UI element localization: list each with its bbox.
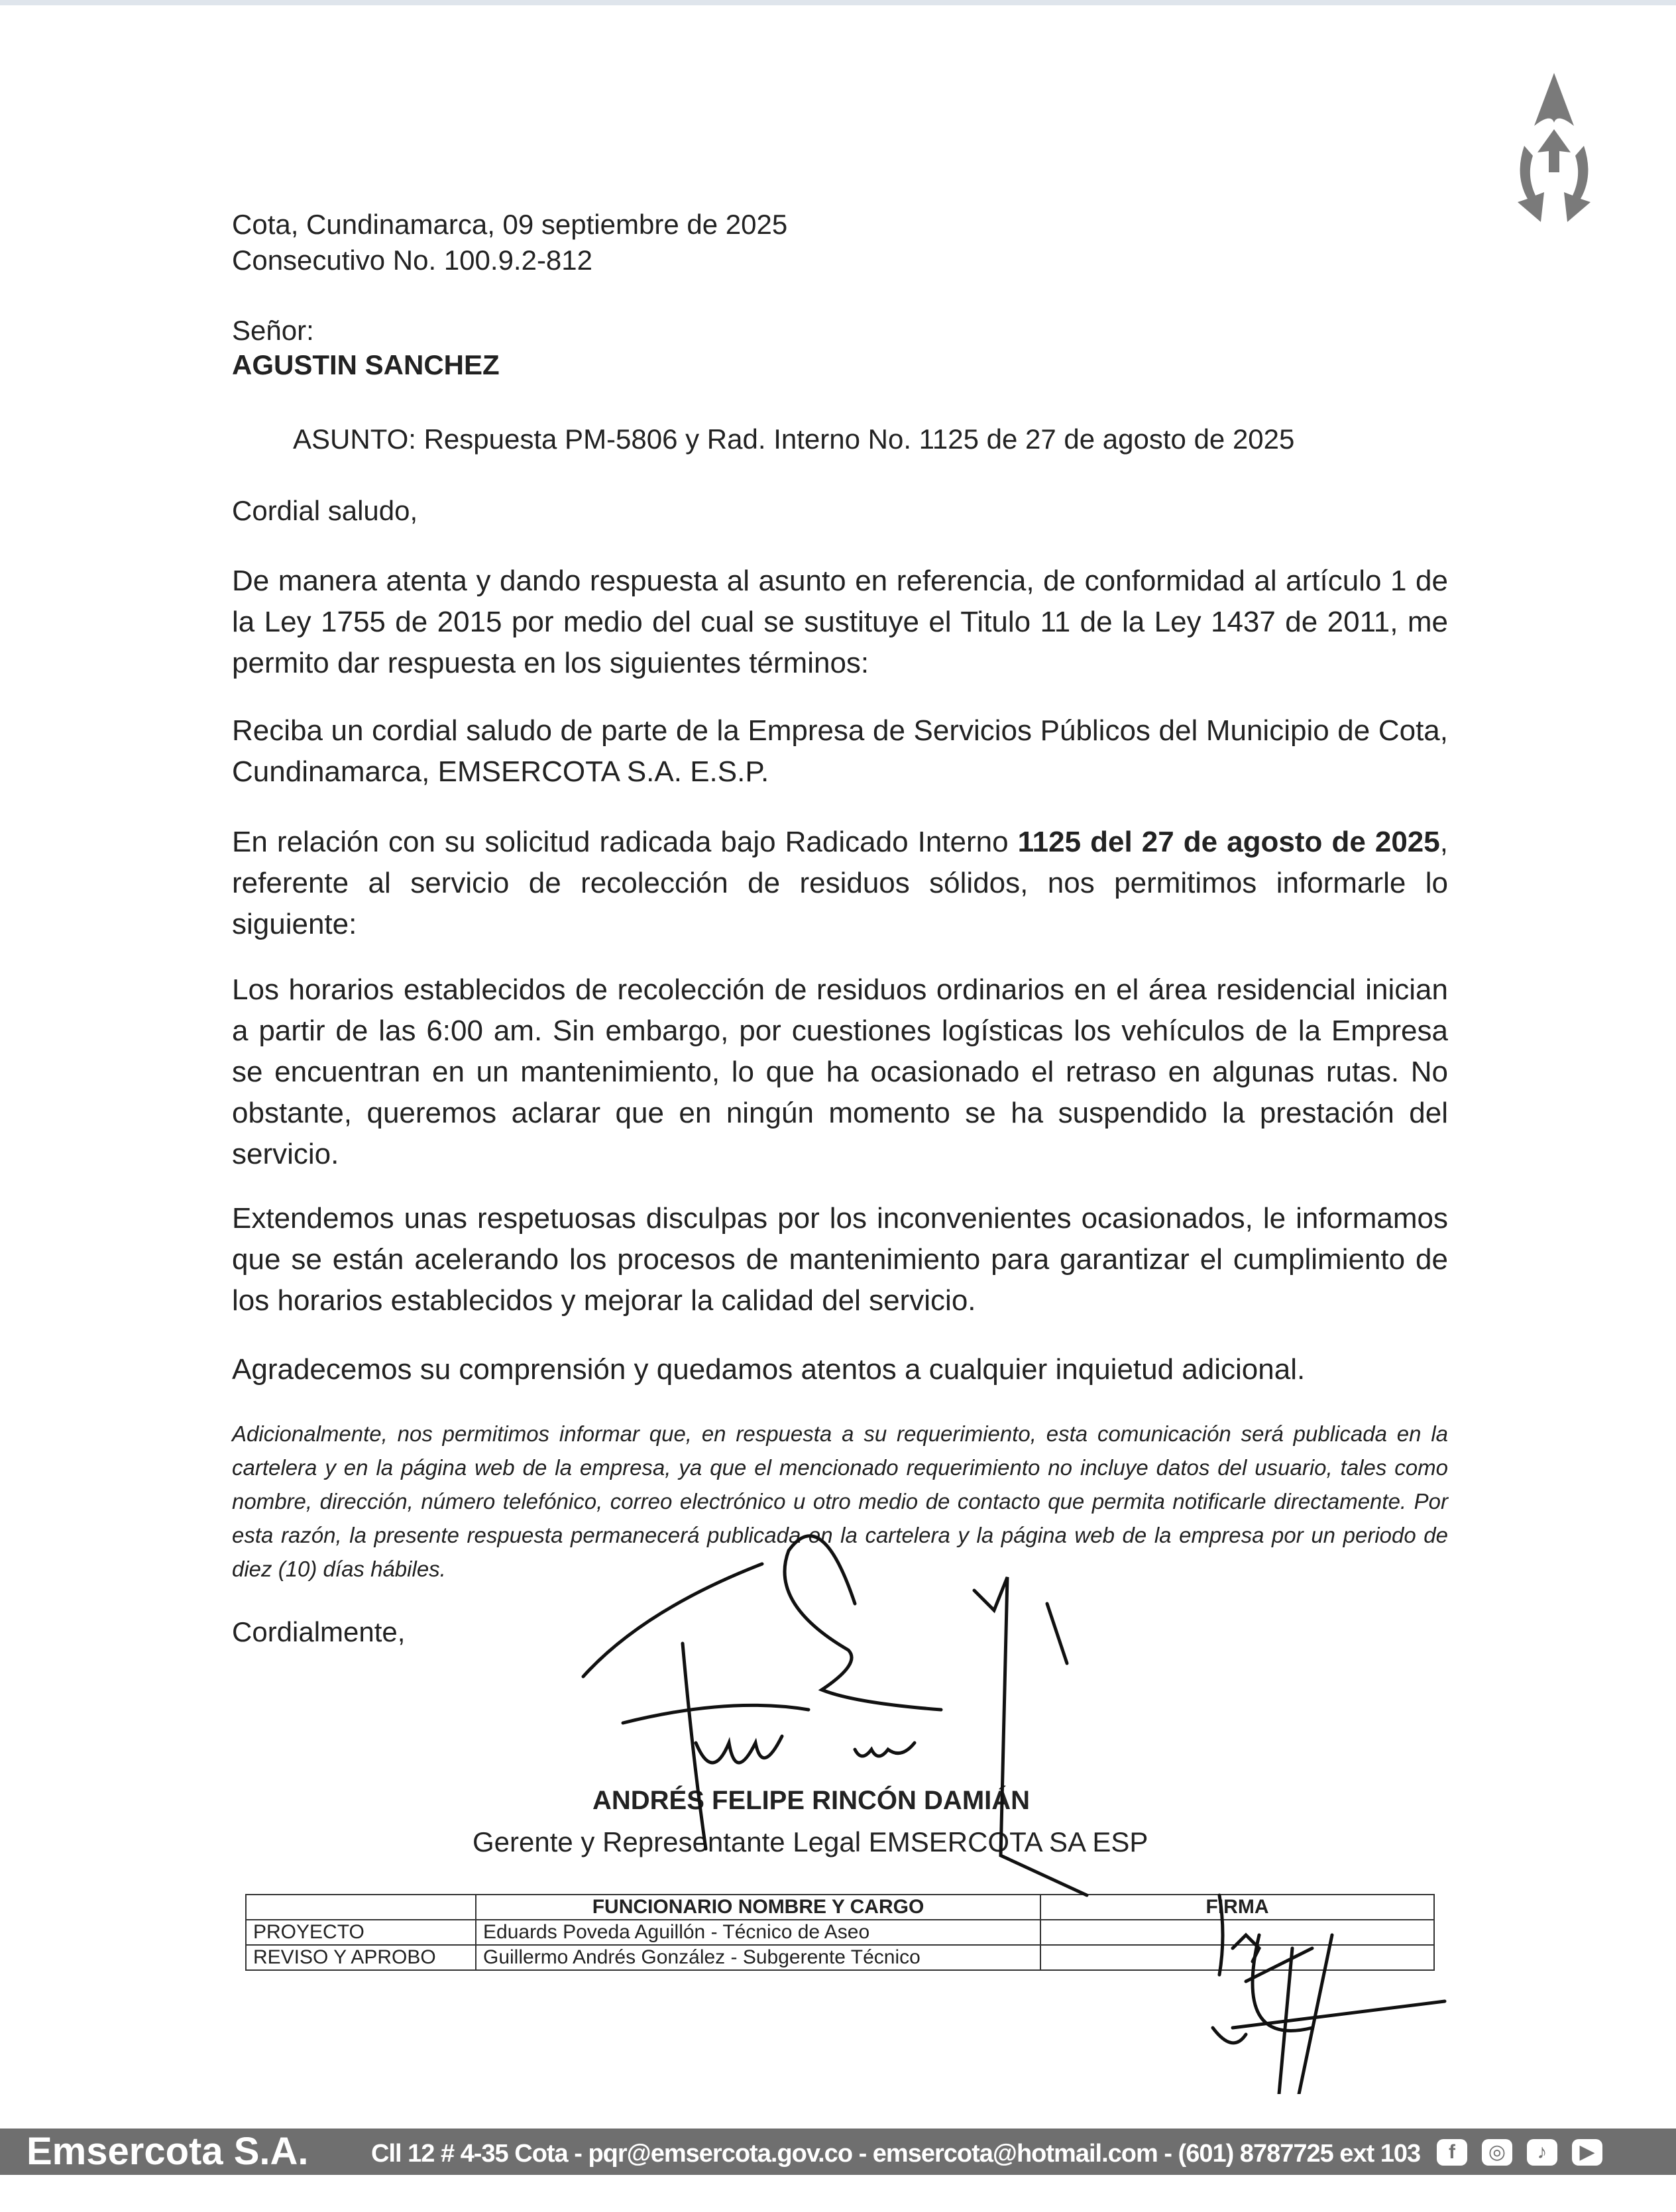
paragraph-request-reference xyxy=(232,822,1448,945)
top-border xyxy=(0,0,1676,5)
greeting: Cordial saludo, xyxy=(232,495,418,526)
table-cell-person: Eduards Poveda Aguillón - Técnico de Aseo xyxy=(476,1920,1040,1945)
facebook-icon[interactable]: f xyxy=(1437,2139,1467,2166)
place-date: Cota, Cundinamarca, 09 septiembre de 2025 xyxy=(232,209,788,240)
radicado-reference: 1125 del 27 de agosto de 2025 xyxy=(1017,826,1440,858)
paragraph-apology: Extendemos unas respetuosas disculpas por los inconvenientes ocasionados, le informamos que se están acelerando los procesos de mantenimiento para garantizar el cumplimiento de los horarios establecidos y mejorar la calidad del servicio. xyxy=(232,1202,1448,1317)
paragraph-schedules: Los horarios establecidos de recolección de residuos ordinarios en el área residencial inician a partir de las 6:00 am. Sin embargo, por cuestiones logísticas los vehículos de la Empresa se encuentran en un mantenimiento, lo que ha ocasionado el retraso en algunas rutas. No obstante, queremos aclarar que en ningún momento se ha suspendido la prestación del servicio. xyxy=(232,973,1448,1170)
table-header-cell: FIRMA xyxy=(1040,1895,1434,1920)
footer-bar xyxy=(0,2129,1676,2175)
youtube-icon[interactable]: ▶ xyxy=(1572,2139,1602,2166)
paragraph-legal-basis: De manera atenta y dando respuesta al asunto en referencia, de conformidad al artículo 1 de la Ley 1755 de 2015 por medio del cual se sustituye el Titulo 11 de la Ley 1437 de 2011, me permito dar respuesta en los siguientes términos: xyxy=(232,565,1448,679)
paragraph-thanks: Agradecemos su comprensión y quedamos atentos a cualquier inquietud adicional. xyxy=(232,1353,1306,1386)
publication-note: Adicionalmente, nos permitimos informar que, en respuesta a su requerimiento, esta comunicación será publicada en la cartelera y en la página web de la empresa, ya que el mencionado requerimiento no incluye datos del usuario, tales como nombre, dirección, número telefónico, correo electrónico u otro medio de contacto que permita notificarle directamente. Por esta razón, la presente respuesta permanecerá publicada en la cartelera y la página web de la empresa por un periodo de diez (10) días hábiles. xyxy=(232,1421,1448,1581)
table-header-cell: FUNCIONARIO NOMBRE Y CARGO xyxy=(476,1895,1040,1920)
table-cell-role: REVISO Y APROBO xyxy=(246,1945,476,1970)
closing: Cordialmente, xyxy=(232,1616,406,1647)
instagram-icon[interactable]: ◎ xyxy=(1482,2139,1512,2166)
paragraph-text: , referente al servicio de recolección de residuos sólidos, nos permitimos informarle lo siguiente: xyxy=(232,826,1448,940)
recipient-name: AGUSTIN SANCHEZ xyxy=(232,349,500,380)
paragraph-text: En relación con su solicitud radicada bajo Radicado Interno xyxy=(232,826,1018,858)
table-cell-role: PROYECTO xyxy=(246,1920,476,1945)
recipient-salutation: Señor: xyxy=(232,315,314,346)
paragraph-greeting-company: Reciba un cordial saludo de parte de la Empresa de Servicios Públicos del Municipio de Cota, Cundinamarca, EMSERCOTA S.A. E.S.P. xyxy=(232,714,1448,788)
signer-title: Gerente y Representante Legal EMSERCOTA SA ESP xyxy=(473,1826,1148,1857)
footer-contact-info: Cll 12 # 4-35 Cota - pqr@emsercota.gov.co - emsercota@hotmail.com - (601) 8787725 ext 103 xyxy=(371,2140,1421,2168)
handwritten-signature xyxy=(570,1524,1471,2094)
emsercota-logo-icon xyxy=(1488,66,1620,265)
consecutive-number: Consecutivo No. 100.9.2-812 xyxy=(232,245,593,276)
footer-brand: Emsercota S.A. xyxy=(27,2130,309,2173)
subject-line: ASUNTO: Respuesta PM-5806 y Rad. Interno No. 1125 de 27 de agosto de 2025 xyxy=(293,423,1295,455)
signer-name: ANDRÉS FELIPE RINCÓN DAMIÁN xyxy=(592,1786,1031,1815)
tiktok-icon[interactable]: ♪ xyxy=(1527,2139,1557,2166)
table-header-cell xyxy=(246,1895,476,1920)
table-cell-person: Guillermo Andrés González - Subgerente Técnico xyxy=(476,1945,1040,1970)
